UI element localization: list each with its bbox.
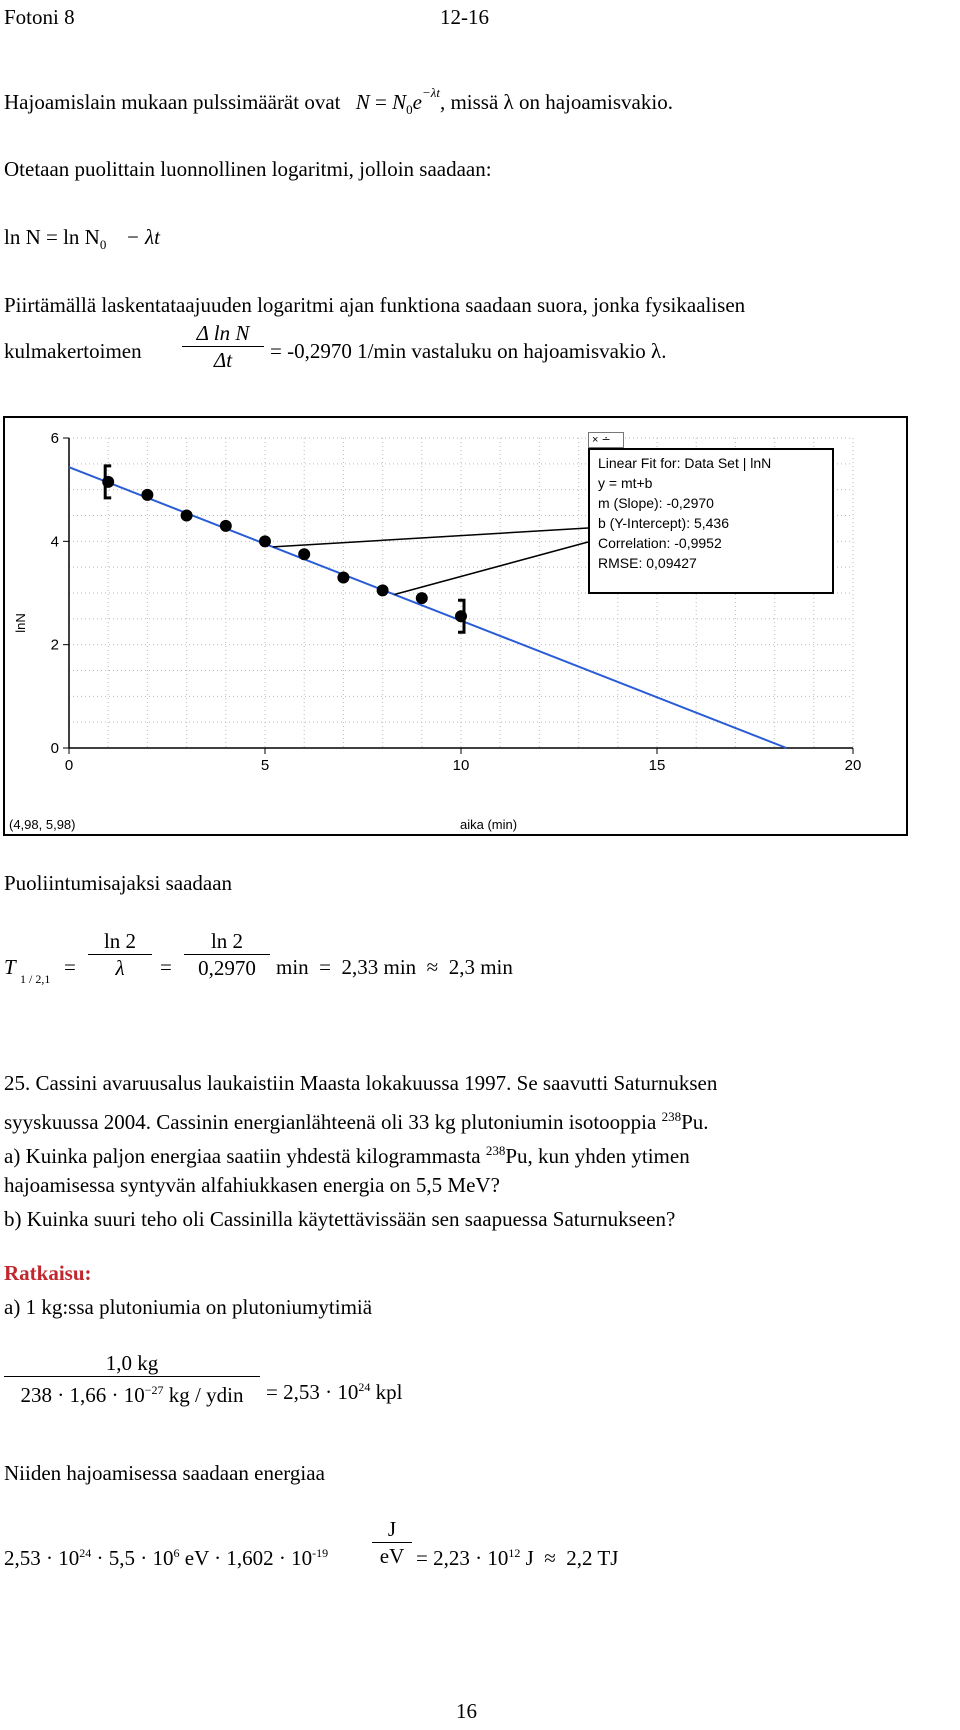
x-axis-label: aika (min)	[460, 817, 518, 832]
info-close-icon[interactable]: × ∸	[588, 432, 624, 448]
cursor-readout: (4,98, 5,98)	[9, 817, 76, 832]
data-point	[377, 584, 389, 596]
info-line: Correlation: -0,9952	[598, 535, 722, 551]
y-axis-label: lnN	[12, 613, 28, 633]
problem-line-5: b) Kuinka suuri teho oli Cassinilla käytettävissään sen saapuessa Saturnukseen?	[4, 1207, 676, 1231]
leader-line	[273, 528, 588, 547]
solution-line-2: Niiden hajoamisessa saadaan energiaa	[4, 1461, 325, 1485]
y-tick-label: 0	[50, 740, 59, 757]
info-line: RMSE: 0,09427	[598, 555, 697, 571]
x-tick-label: 5	[260, 757, 270, 774]
y-tick-label: 2	[50, 636, 59, 654]
header-right: 12-16	[440, 5, 489, 29]
intro-line-3: $\ln N = \ln N_0 - \lambda t$	[4, 225, 160, 253]
data-point	[416, 592, 428, 604]
solution-heading: Ratkaisu:	[4, 1261, 92, 1285]
solution-line-1: a) 1 kg:ssa plutoniumia on plutoniumytimiä	[4, 1295, 373, 1319]
info-line: m (Slope): -0,2970	[598, 495, 714, 511]
leader-line	[394, 542, 588, 595]
problem-line-3: a) Kuinka paljon energiaa saatiin yhdestä kilogrammasta $^{238}$Pu, kun yhden ytimen	[4, 1143, 690, 1168]
x-tick-label: 0	[64, 757, 74, 774]
problem-line-2: syyskuussa 2004. Cassinin energianlähteenä oli 33 kg plutoniumin isotooppia $^{238}$Pu.	[4, 1109, 709, 1134]
x-tick-label: 20	[844, 757, 862, 774]
page-number: 16	[456, 1699, 477, 1723]
info-line: Linear Fit for: Data Set | lnN	[598, 455, 772, 471]
lnN-time-chart	[3, 416, 908, 836]
data-point	[220, 520, 232, 532]
data-point	[181, 510, 193, 522]
header-left: Fotoni 8	[4, 5, 75, 29]
solution-calc-1: 1,0 kg $238 \cdot 1,66 \cdot 10^{-27}$ kg / ydin = $2,53 \cdot 10^{24}$ kpl	[4, 1350, 524, 1422]
data-point	[141, 489, 153, 501]
intro-line-4: Piirtämällä laskentataajuuden logaritmi ajan funktiona saadaan suora, jonka fysikaalisen	[4, 293, 746, 317]
data-point	[259, 535, 271, 547]
x-tick-label: 10	[452, 757, 470, 774]
halflife-intro: Puoliintumisajaksi saadaan	[4, 871, 233, 895]
info-line: b (Y-Intercept): 5,436	[598, 515, 730, 531]
data-point	[298, 548, 310, 560]
x-tick-label: 15	[648, 757, 666, 774]
linear-fit-infobox	[588, 448, 834, 594]
data-point	[337, 572, 349, 584]
y-tick-label: 6	[50, 430, 59, 447]
y-tick-label: 4	[50, 533, 59, 551]
problem-line-4: hajoamisessa syntyvän alfahiukkasen energia on 5,5 MeV?	[4, 1173, 500, 1197]
solution-calc-2: $2,53 \cdot 10^{24} \cdot 5,5 \cdot 10^6$ eV · $1,602 \cdot 10^{-19}$ J eV = $2,23 \cdot 10^{12}$ J ≈ 2,2 TJ	[4, 1517, 619, 1570]
intro-line-1: Hajoamislain mukaan pulssimäärät ovat $N = N_0e^{-\lambda t}$, missä λ on hajoamisvakio.	[4, 85, 673, 118]
info-line: y = mt+b	[598, 475, 653, 491]
intro-line-2: Otetaan puolittain luonnollinen logaritmi, jolloin saadaan:	[4, 157, 492, 181]
halflife-formula: T 1 / 2,1 = ln 2 λ = ln 2 0,2970 min = 2,33 min ≈ 2,3 min	[4, 929, 513, 986]
problem-line-1: 25. Cassini avaruusalus laukaistiin Maasta lokakuussa 1997. Se saavutti Saturnuksen	[4, 1071, 718, 1095]
